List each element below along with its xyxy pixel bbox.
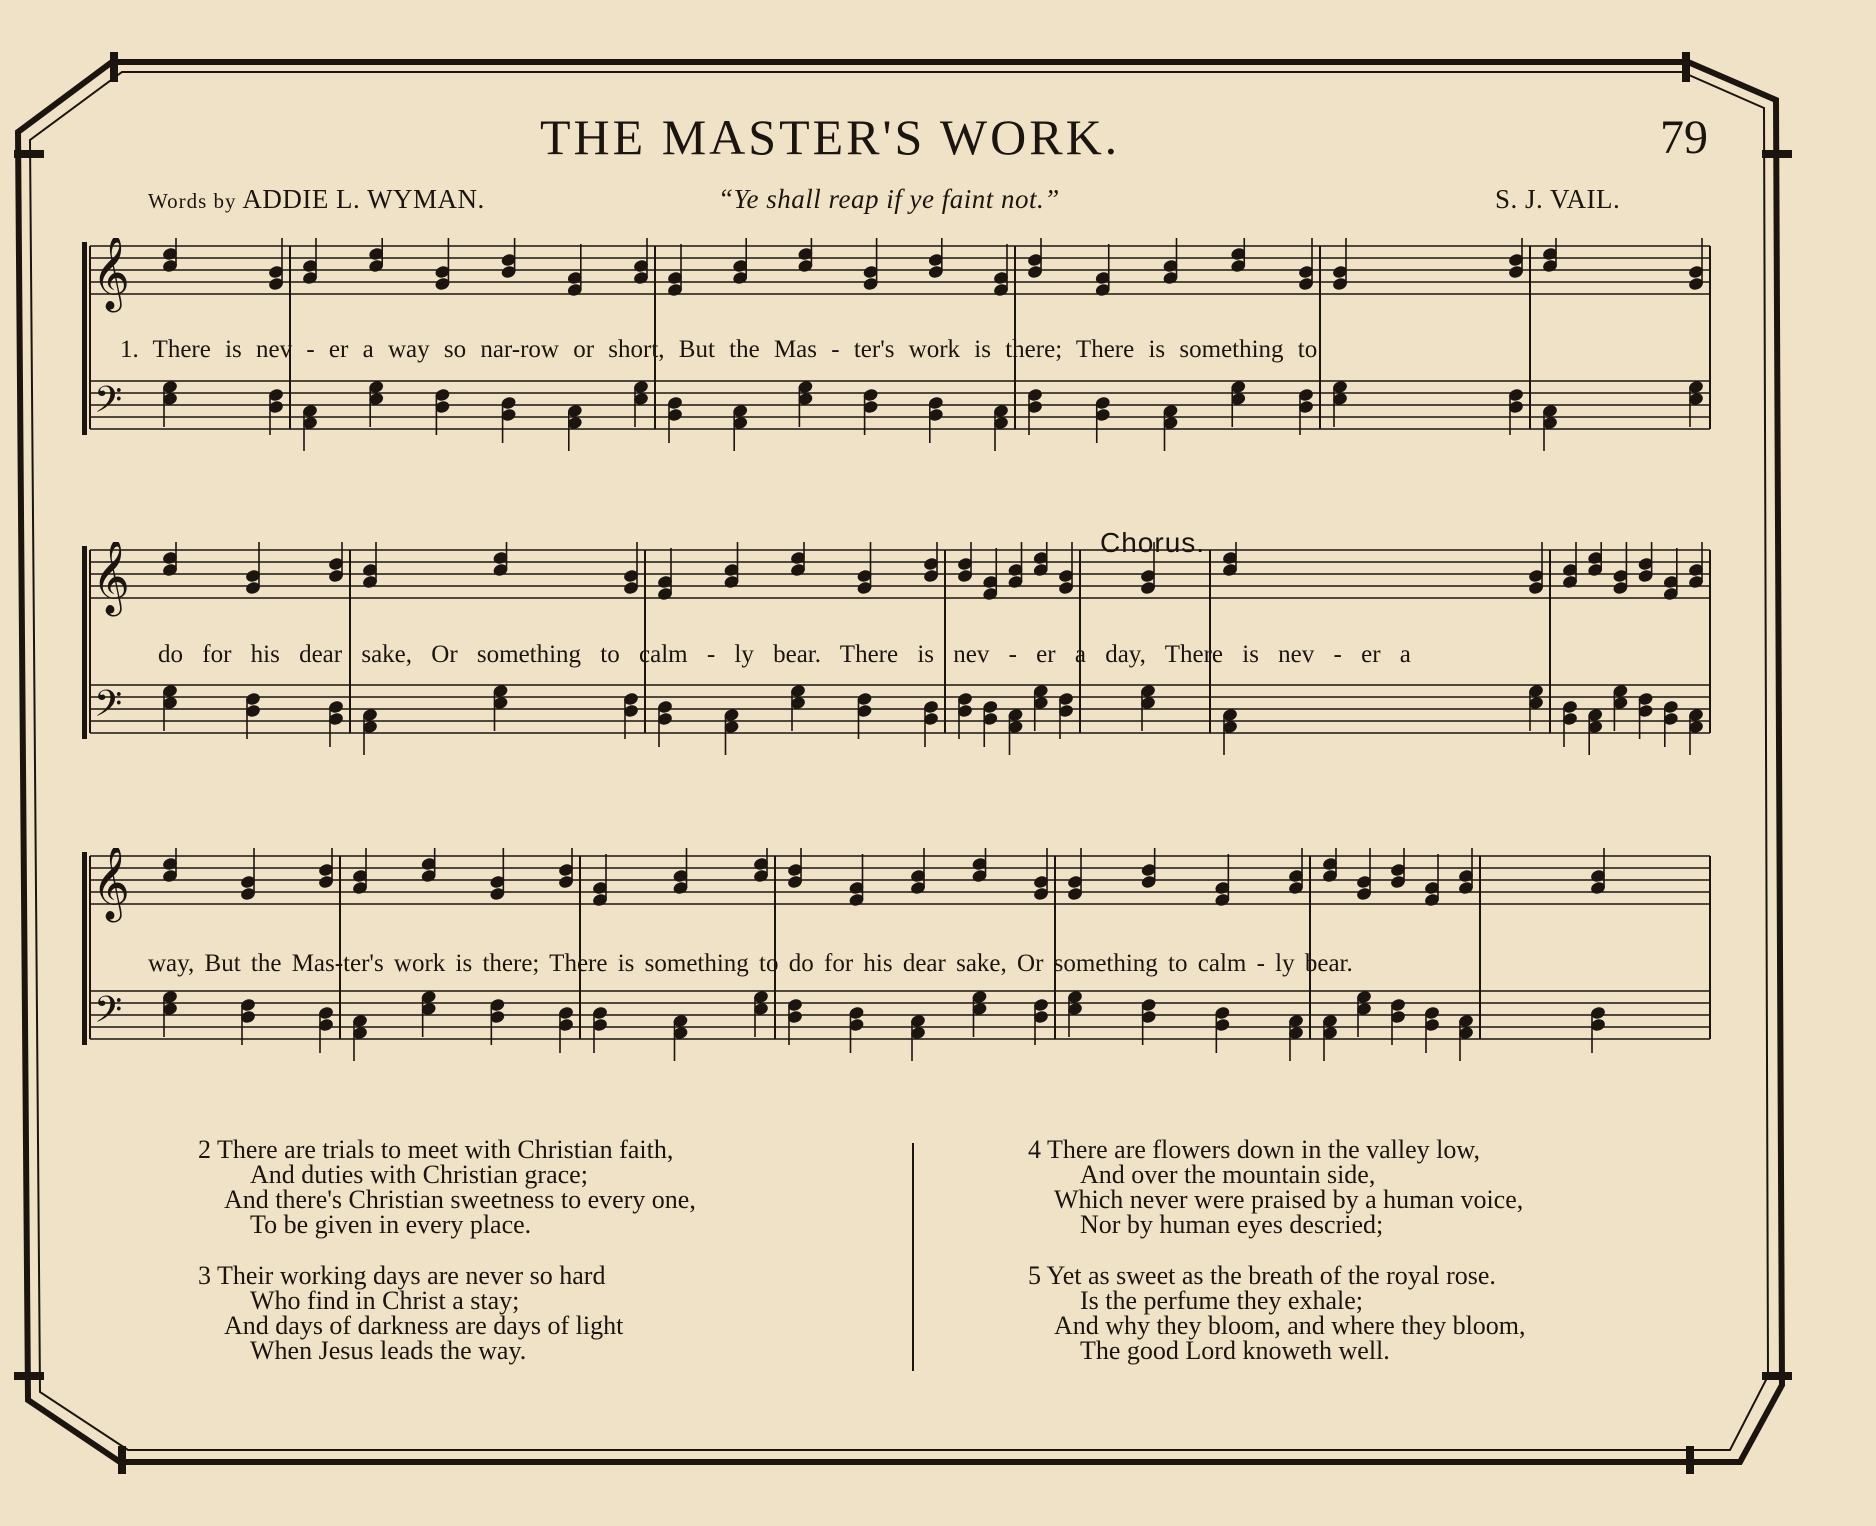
verse-text: Their working days are never so hard [217,1261,606,1290]
hymn-title: THE MASTER'S WORK. [540,109,1121,165]
verse-line: And there's Christian sweetness to every one, [224,1185,696,1214]
stanza-5 [1028,1263,1526,1363]
composer-credit: S. J. VAIL. [1495,184,1621,214]
system-brace [82,546,87,739]
verse-line: And why they bloom, and where they bloom, [1054,1311,1526,1340]
treble-clef-icon: 𝄞 [92,848,130,920]
bass-clef-icon: 𝄢 [94,379,123,430]
page-number: 79 [1660,111,1708,164]
verse-line: Is the perfume they exhale; [1080,1286,1363,1315]
stanza-3 [198,1263,696,1363]
verse-line: Which never were praised by a human voice, [1054,1185,1524,1214]
verse-line [198,1263,696,1288]
verse-line [1028,1137,1526,1162]
verse-line: To be given in every place. [250,1210,532,1239]
lyric-line-3: way, But the Mas-ter's work is there; There is something to do for his dear sake, Or something to calm - ly bear. [148,950,1353,977]
verse-number: 2 [198,1135,211,1164]
lyric-line-1: 1. There is nev - er a way so nar-row or short, But the Mas - ter's work is there; There is something to [120,336,1318,363]
verse-line: And duties with Christian grace; [250,1160,588,1189]
bass-clef-icon: 𝄢 [94,683,123,734]
verse-number: 3 [198,1261,211,1290]
verse-line [198,1137,696,1162]
verse-divider [912,1143,914,1371]
verses-left [198,1137,696,1389]
verse-text: There are flowers down in the valley low, [1047,1135,1480,1164]
verse-line: And days of darkness are days of light [224,1311,624,1340]
epigraph: “Ye shall reap if ye faint not.” [718,184,1060,214]
verses-right [1028,1137,1526,1389]
verse-text: Yet as sweet as the breath of the royal rose. [1046,1261,1496,1290]
verse-line: Nor by human eyes descried; [1080,1210,1384,1239]
verse-line: And over the mountain side, [1080,1160,1376,1189]
lyricist-name: ADDIE L. WYMAN. [242,184,485,214]
system-brace [82,242,87,435]
stanza-4 [1028,1137,1526,1237]
verse-number: 5 [1028,1261,1041,1290]
lyric-line-2: do for his dear sake, Or something to calm - ly bear. There is nev - er a day, There is nev - er a [158,641,1411,668]
bass-clef-icon: 𝄢 [94,989,123,1040]
verse-line [1028,1263,1526,1288]
verse-line: When Jesus leads the way. [250,1336,527,1365]
system-brace [82,852,87,1045]
words-credit [148,184,485,215]
stanza-2 [198,1137,696,1237]
verse-text: There are trials to meet with Christian faith, [217,1135,674,1164]
words-by-prefix: Words by [148,189,237,213]
verse-line: The good Lord knoweth well. [1080,1336,1390,1365]
verse-number: 4 [1028,1135,1041,1164]
treble-clef-icon: 𝄞 [92,238,130,310]
chorus-label: Chorus. [1100,527,1206,558]
verse-line: Who find in Christ a stay; [250,1286,520,1315]
treble-clef-icon: 𝄞 [92,542,130,614]
